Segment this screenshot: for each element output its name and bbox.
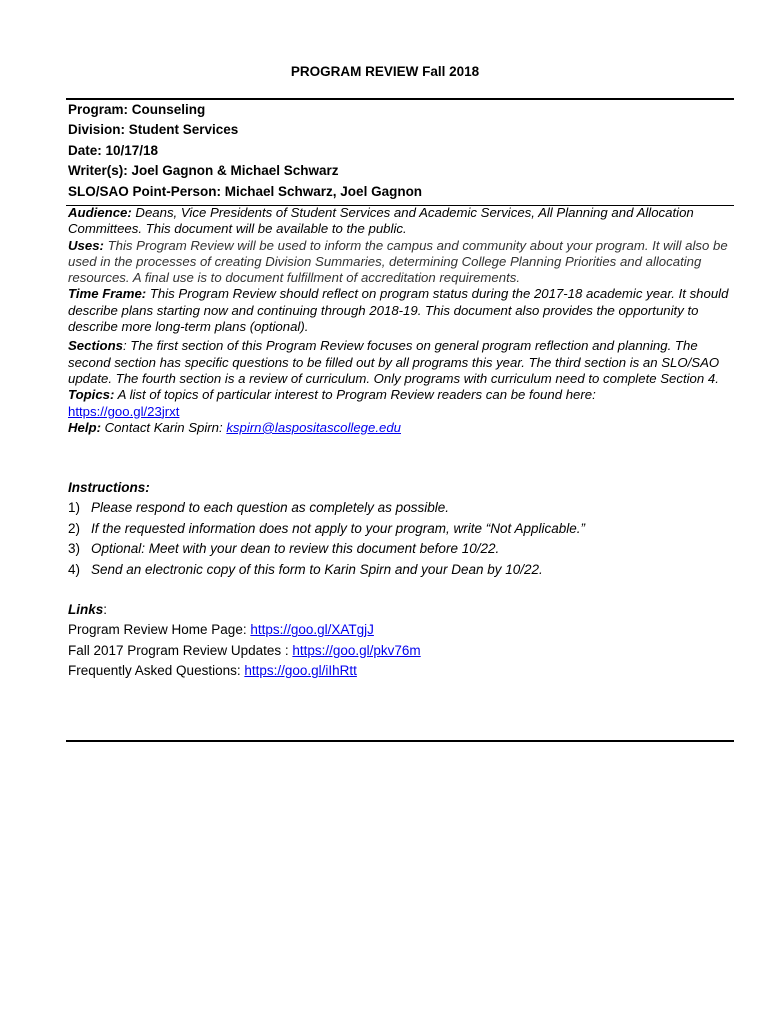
list-item <box>68 519 728 539</box>
instructions-header: Instructions: <box>68 480 150 495</box>
link-row-home <box>68 620 728 640</box>
uses-text: This Program Review will be used to inform the campus and community about your program. It will also be used in the processes of creating Division Summaries, determining College Planning Priorities and allocating resources. A final use is to document fulfillment of accreditation requirements. <box>68 237 728 286</box>
audience-paragraph <box>68 205 733 238</box>
home-page-link[interactable]: https://goo.gl/XATgjJ <box>250 622 374 638</box>
bottom-divider <box>66 740 734 742</box>
list-item <box>68 539 728 559</box>
links-header-text: Links <box>68 602 104 617</box>
help-text: Contact Karin Spirn: <box>104 419 223 435</box>
topics-label: Topics: <box>68 387 115 403</box>
list-item-text: If the requested information does not apply to your program, write “Not Applicable.” <box>91 520 586 536</box>
updates-link[interactable]: https://goo.gl/pkv76m <box>292 642 421 658</box>
audience-label: Audience: <box>68 205 132 220</box>
timeframe-text: This Program Review should reflect on program status during the 2017-18 academic year. It should describe plans starting now and continuing through 2018-19. This document also provides the opportunity to describe more long-term plans (optional). <box>68 286 729 335</box>
sections-label: Sections <box>68 338 123 354</box>
link-label: Fall 2017 Program Review Updates : <box>68 642 293 658</box>
list-item-number: 4) <box>68 561 81 577</box>
division-line: Division: Student Services <box>68 122 239 138</box>
list-item <box>68 560 728 580</box>
list-item-text: Please respond to each question as completely as possible. <box>91 500 449 516</box>
list-item-number: 1) <box>68 500 81 516</box>
instructions-list <box>68 498 728 580</box>
help-label: Help: <box>68 419 101 435</box>
links-header-colon: : <box>103 602 108 617</box>
list-item-number: 3) <box>68 541 81 557</box>
program-meta <box>68 100 728 202</box>
link-row-updates <box>68 641 728 661</box>
audience-text: Deans, Vice Presidents of Student Services and Academic Services, All Planning and Allocation Committees. This document will be available to the public. <box>68 205 694 237</box>
program-line: Program: Counseling <box>68 102 206 117</box>
faq-link[interactable]: https://goo.gl/iIhRtt <box>244 663 357 679</box>
topics-paragraph <box>68 387 733 420</box>
instructions-section <box>68 478 728 580</box>
sections-text: : The first section of this Program Review focuses on general program reflection and planning. The second section has specific questions to be filled out by all programs this year. The third section is an SLO/SAO update. The fourth section is a review of curriculum. Only programs with curriculum need to complete Section 4. <box>68 338 720 386</box>
writers-line: Writer(s): Joel Gagnon & Michael Schwarz <box>68 163 339 179</box>
link-label: Frequently Asked Questions: <box>68 663 245 679</box>
info-block <box>68 205 733 436</box>
uses-label: Uses: <box>68 237 104 253</box>
help-paragraph <box>68 420 733 436</box>
topics-link[interactable]: https://goo.gl/23jrxt <box>68 403 180 419</box>
point-person-line: SLO/SAO Point-Person: Michael Schwarz, Joel Gagnon <box>68 183 423 199</box>
date-line: Date: 10/17/18 <box>68 142 159 158</box>
list-item-number: 2) <box>68 520 81 536</box>
list-item <box>68 498 728 518</box>
sections-paragraph <box>68 338 733 387</box>
list-item-text: Optional: Meet with your dean to review this document before 10/22. <box>91 541 500 557</box>
timeframe-paragraph <box>68 286 733 335</box>
link-label: Program Review Home Page: <box>68 622 251 638</box>
topics-text: A list of topics of particular interest to Program Review readers can be found here: <box>117 387 596 403</box>
uses-paragraph <box>68 238 733 287</box>
timeframe-label: Time Frame: <box>68 286 147 302</box>
links-header <box>68 600 728 620</box>
help-email-link[interactable]: kspirn@laspositascollege.edu <box>226 419 401 435</box>
page-title: PROGRAM REVIEW Fall 2018 <box>290 64 480 79</box>
list-item-text: Send an electronic copy of this form to Karin Spirn and your Dean by 10/22. <box>91 561 543 577</box>
links-section <box>68 600 728 682</box>
link-row-faq <box>68 661 728 681</box>
